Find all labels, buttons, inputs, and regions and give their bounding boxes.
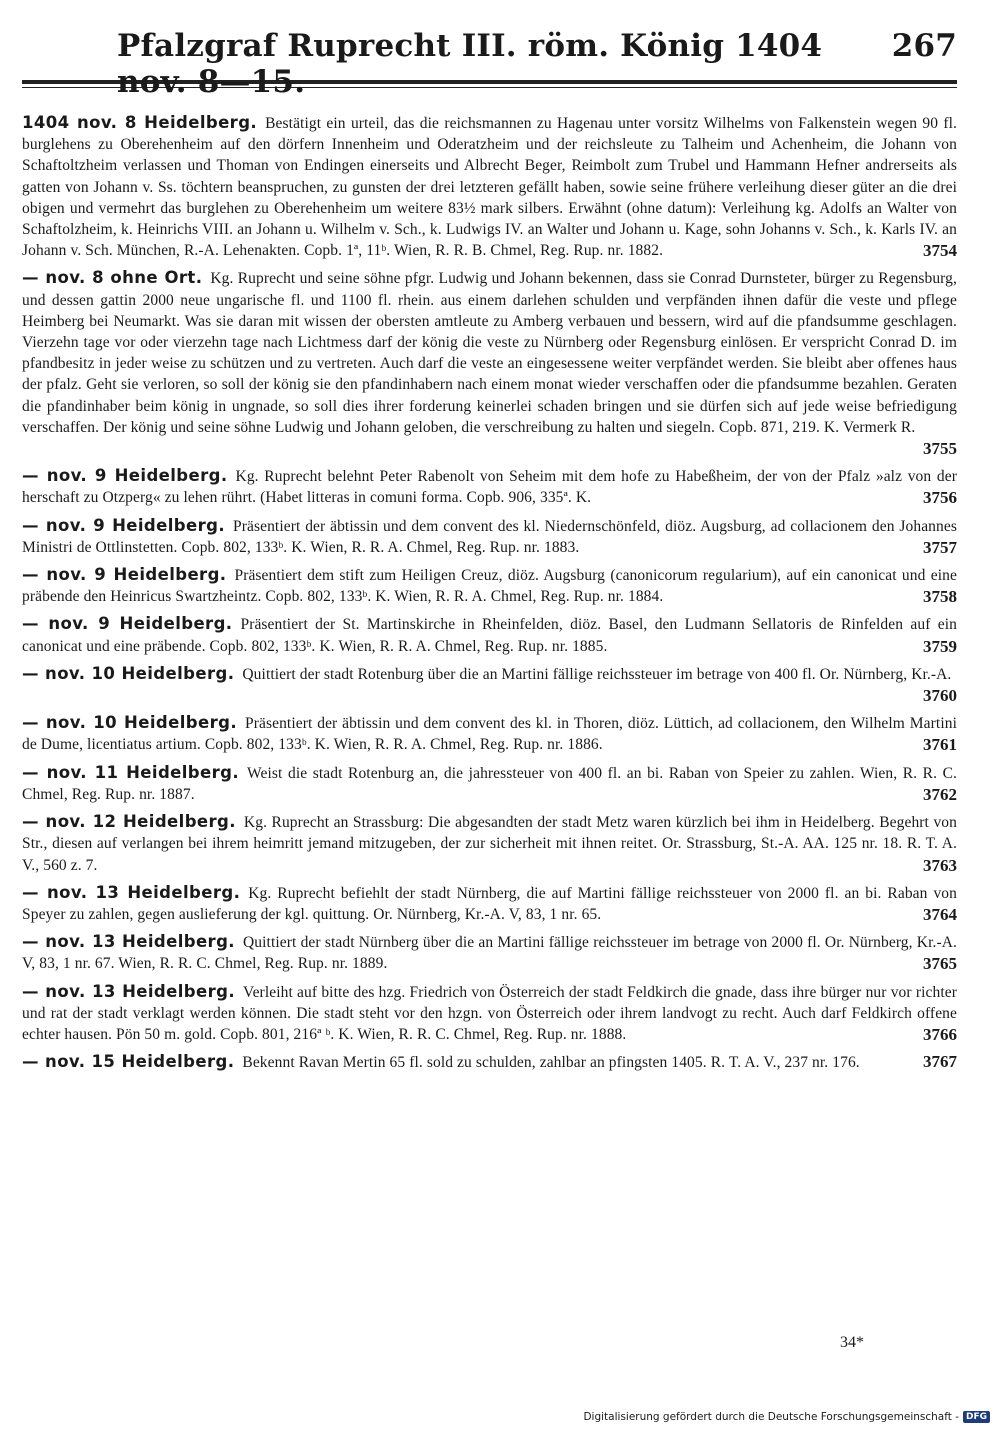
- page-title: Pfalzgraf Ruprecht III. röm. König 1404 nov. 8—15.: [117, 28, 823, 100]
- entry-text: Präsentiert der St. Martinskirche in Rheinfelden, diöz. Basel, den Ludmann Sellatoris de Rinfelden auf ein canonicat und eine präbende. Copb. 802, 133ᵇ. K. Wien, R. R. A. Chmel, Reg. Rup. nr. 1885.: [22, 616, 957, 655]
- entry-date-place: — nov. 8 ohne Ort.: [22, 268, 203, 288]
- entry-text: Bekennt Ravan Mertin 65 fl. sold zu schulden, zahlbar an pfingsten 1405. R. T. A. V., 237 nr. 176.: [242, 1054, 860, 1072]
- entry-number: 3762: [923, 784, 957, 804]
- entry-date-place: — nov. 9 Heidelberg.: [22, 466, 228, 486]
- entry-number: 3758: [923, 587, 957, 607]
- entry-number: 3764: [923, 904, 957, 924]
- regest-entry: [22, 712, 957, 755]
- regest-entry: [22, 981, 957, 1046]
- regest-entry: [22, 882, 957, 925]
- entry-text: Quittiert der stadt Nürnberg über die an Martini fällige reichssteuer im betrage von 2000 fl. Or. Nürnberg, Kr.-A. V, 83, 1 nr. 67. Wien, R. R. C. Chmel, Reg. Rup. nr. 1889.: [22, 934, 958, 973]
- entry-date-place: — nov. 13 Heidelberg.: [22, 932, 235, 952]
- footer-text: Digitalisierung gefördert durch die Deutsche Forschungsgemeinschaft -: [583, 1411, 959, 1423]
- entry-text: Kg. Ruprecht befiehlt der stadt Nürnberg, die auf Martini fällige reichssteuer von 2000 fl. an bi. Raban von Speyer zu zahlen, gegen auslieferung der kgl. quittung. Or. Nürnberg, Kr.-A. V, 83, 1 nr. 65.: [22, 884, 957, 923]
- entry-number: 3757: [923, 537, 957, 557]
- entry-date-place: — nov. 9 Heidelberg.: [22, 515, 225, 535]
- regesta-list: [22, 112, 957, 1073]
- entry-text: Quittiert der stadt Rotenburg über die an Martini fällige reichssteuer im betrage von 400 fl. Or. Nürnberg, Kr.-A.: [242, 665, 952, 683]
- document-page: [22, 28, 957, 1079]
- entry-date-place: — nov. 13 Heidelberg.: [22, 981, 235, 1001]
- entry-text: Weist die stadt Rotenburg an, die jahressteuer von 400 fl. an bi. Raban von Speier zu zahlen. Wien, R. R. C. Chmel, Reg. Rup. nr. 1887.: [22, 764, 957, 803]
- entry-date-place: — nov. 10 Heidelberg.: [22, 713, 237, 733]
- regest-entry: [22, 465, 957, 508]
- entry-text: Kg. Ruprecht und seine söhne pfgr. Ludwig und Johann bekennen, dass sie Conrad Durnsteter, bürger zu Regensburg, und dessen gattin 2000 neue ungarische fl. und 1100 fl. rhein. aus einem darlehen schulden und verpfänden ihnen dafür die veste und pflege Heimberg bei Neumarkt. Was sie daran mit wissen der obersten amtleute zu Amberg verbauen und bessern, wird auf die pfandsumme geschlagen. Vierzehn tage vor oder vierzehn tage nach Lichtmess darf der könig die veste zu Nürnberg oder Regensburg einlösen. Er verspricht Conrad D. im pfandbesitz in jeder weise zu schützen und zu vertreten. Auch darf die veste an eingesessene weiter verpfändet werden. Sie bleibt aber offenes haus der pfalz. Geht sie verloren, so soll der könig sie den pfandinhabern nach einem monat wieder verschaffen oder die pfandsumme bezahlen. Geraten die pfandinhaber beim könig in ungnade, so soll dies ihrer forderung keinerlei schaden bringen und sie dürfen sich auf jede weise befriedigung verschaffen. Der könig und seine söhne Ludwig und Johann geloben, die verschreibung zu halten und siegeln. Copb. 871, 219. K. Vermerk R.: [22, 270, 957, 436]
- regest-entry: [22, 112, 957, 261]
- entry-date-place: — nov. 15 Heidelberg.: [22, 1052, 235, 1072]
- page-number: 267: [891, 28, 957, 64]
- entry-number: 3767: [923, 1052, 957, 1072]
- regest-entry: [22, 663, 957, 706]
- regest-entry: [22, 267, 957, 459]
- entry-number: 3761: [923, 735, 957, 755]
- entry-text: Präsentiert dem stift zum Heiligen Creuz, diöz. Augsburg (canonicorum regularium), auf ein canonicat und eine präbende den Heinricus Swartzheintz. Copb. 802, 133ᵇ. K. Wien, R. R. A. Chmel, Reg. Rup. nr. 1884.: [22, 567, 957, 606]
- entry-number: 3765: [923, 954, 957, 974]
- entry-number: 3754: [923, 241, 957, 261]
- entry-date-place: — nov. 13 Heidelberg.: [22, 882, 241, 902]
- entry-text: Präsentiert der äbtissin und dem convent des kl. in Thoren, diöz. Lüttich, ad collacionem, den Wilhelm Martini de Dume, licentiatus artium. Copb. 802, 133ᵇ. K. Wien, R. R. A. Chmel, Reg. Rup. nr. 1886.: [22, 715, 957, 754]
- regest-entry: [22, 762, 957, 805]
- regest-entry: [22, 811, 957, 876]
- entry-text: Kg. Ruprecht belehnt Peter Rabenolt von Seheim mit dem hofe zu Habeßheim, der von der Pfalz »alz von der herschaft zu Otzperg« zu lehen rührt. (Habet litteras in comuni forma. Copb. 906, 335ª. K.: [22, 468, 957, 507]
- entry-number: 3755: [923, 439, 957, 459]
- entry-text: Präsentiert der äbtissin und dem convent des kl. Niedernschönfeld, diöz. Augsburg, ad collacionem den Johannes Ministri de Ottlinstetten. Copb. 802, 133ᵇ. K. Wien, R. R. A. Chmel, Reg. Rup. nr. 1883.: [22, 517, 957, 556]
- entry-number: 3766: [923, 1024, 957, 1044]
- entry-date-place: — nov. 9 Heidelberg.: [22, 565, 227, 585]
- entry-text: Kg. Ruprecht an Strassburg: Die abgesandten der stadt Metz waren kürzlich bei ihm in Heidelberg. Begehrt von Str., diesen auf verlangen bei ihrem heimritt jemand mitzugeben, der zur sicherheit mit ihnen reitet. Or. Strassburg, St.-A. AA. 125 nr. 18. R. T. A. V., 560 z. 7.: [22, 814, 957, 874]
- entry-date-place: 1404 nov. 8 Heidelberg.: [22, 113, 258, 132]
- signature-mark: 34*: [840, 1334, 864, 1351]
- entry-date-place: — nov. 11 Heidelberg.: [22, 762, 240, 782]
- dfg-logo: DFG: [963, 1411, 990, 1423]
- running-header: [22, 28, 957, 100]
- entry-number: 3763: [923, 855, 957, 875]
- regest-entry: [22, 515, 957, 558]
- entry-number: 3760: [923, 686, 957, 706]
- entry-date-place: — nov. 10 Heidelberg.: [22, 663, 235, 683]
- footer: [583, 1411, 990, 1423]
- entry-number: 3759: [923, 636, 957, 656]
- regest-entry: [22, 931, 957, 974]
- regest-entry: [22, 613, 957, 656]
- entry-text: Verleiht auf bitte des hzg. Friedrich von Österreich der stadt Feldkirch die gnade, dass ihre bürger nur vor richter und rat der stadt verklagt werden können. Die stadt steht vor den hzgn. von Österreich oder ihrem landvogt zu recht. Auch darf Feldkirch offene echter hausen. Pön 50 m. gold. Copb. 801, 216ª ᵇ. K. Wien, R. R. C. Chmel, Reg. Rup. nr. 1888.: [22, 983, 957, 1043]
- regest-entry: [22, 1051, 957, 1073]
- regest-entry: [22, 564, 957, 607]
- entry-date-place: — nov. 9 Heidelberg.: [22, 614, 233, 634]
- entry-number: 3756: [923, 488, 957, 508]
- entry-text: Bestätigt ein urteil, das die reichsmannen zu Hagenau unter vorsitz Wilhelms von Falkenstein wegen 90 fl. burglehens zu Oberehenheim auf den dörfern Innenheim und Oderatzheim und der reichsleute zu Talheim und Achenheim, die Johann von Schaftoltzheim verlassen und Thoman von Endingen einerseits und Albrecht Beger, Reimbolt zum Trubel und Hammann Hefner andrerseits als gatten von Johann v. Ss. töchtern beanspruchen, zu gunsten der drei letzteren gefällt haben, sowie seine frühere verleihung dieser güter an die drei obigen und vermehrt das burglehen zu Oberehenheim um weitere 83½ mark silbers. Erwähnt (ohne datum): Verleihung kg. Adolfs an Walter von Schaftolzheim, k. Heinrichs VIII. an Johann u. Wilhelm v. Sch., k. Ludwigs IV. an Walter und Johann u. Kage, sohn Johanns v. Sch., k. Karls IV. an Johann v. Sch. München, R.-A. Lehenakten. Copb. 1ª, 11ᵇ. Wien, R. R. B. Chmel, Reg. Rup. nr. 1882.: [22, 115, 957, 260]
- entry-date-place: — nov. 12 Heidelberg.: [22, 812, 236, 832]
